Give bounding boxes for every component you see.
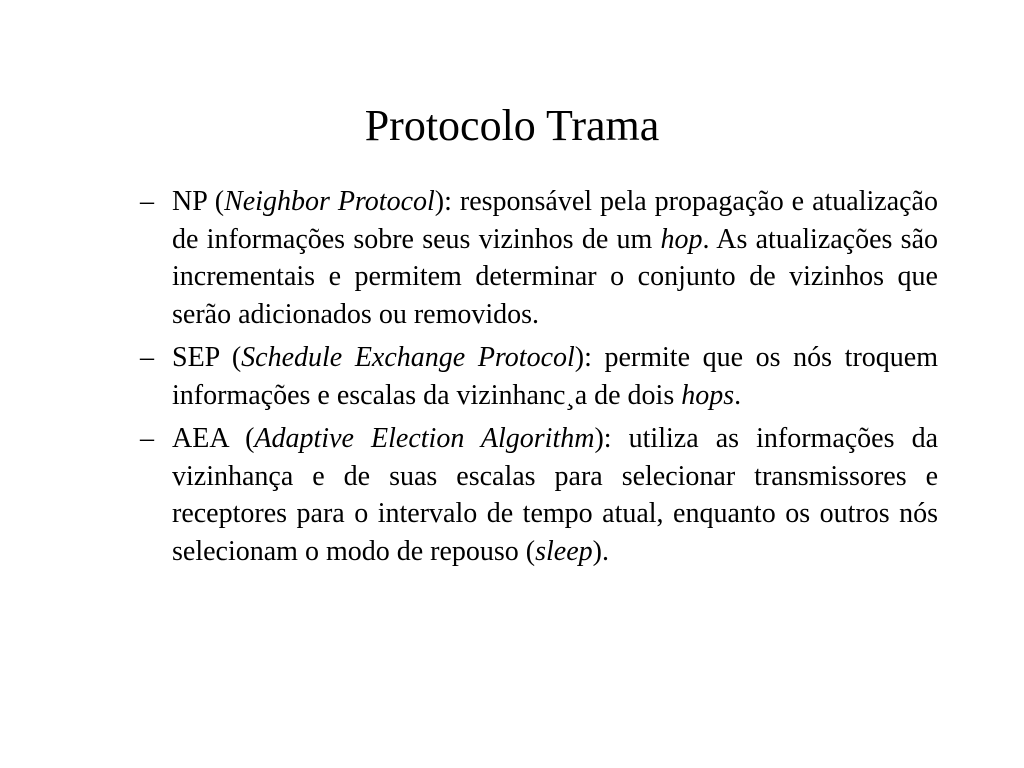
bullet-term-secondary: sleep [535,535,593,567]
bullet-list [140,183,938,576]
bullet-term-secondary: hop [660,223,703,255]
bullet-term: Adaptive Election Algorithm [254,423,595,454]
bullet-body: ): responsável pela propagação e atualização de informações sobre seus vizinhos de um [172,186,938,255]
bullet-body-end: ). [592,535,609,567]
bullet-term: Neighbor Protocol [224,186,435,217]
bullet-text [172,183,938,333]
bullet-body: ): permite que os nós troquem informações e escalas da vizinhanc¸a de dois [172,342,938,411]
bullet-item-np [140,183,938,333]
bullet-term: Schedule Exchange Protocol [241,342,575,373]
bullet-term-secondary: hops [681,379,735,411]
bullet-dash: – [140,342,154,373]
bullet-abbr: NP ( [172,186,225,217]
bullet-body: ): utiliza as informações da vizinhança e de suas escalas para selecionar transmissores e receptores para o intervalo de tempo atual, enquanto os outros nós selecionam o modo de repouso ( [172,423,939,567]
bullet-abbr: AEA ( [172,423,255,454]
bullet-item-sep [140,339,938,414]
bullet-dash: – [140,423,154,454]
bullet-item-aea [140,420,938,570]
bullet-abbr: SEP ( [172,342,242,373]
bullet-body-end: . [734,379,742,411]
bullet-text [172,339,938,414]
bullet-dash: – [140,186,154,217]
bullet-text [172,420,938,570]
bullet-body-end: . As atualizações são incrementais e permitem determinar o conjunto de vizinhos que serão adicionados ou removidos. [172,223,938,330]
slide-title: Protocolo Trama [364,101,660,150]
